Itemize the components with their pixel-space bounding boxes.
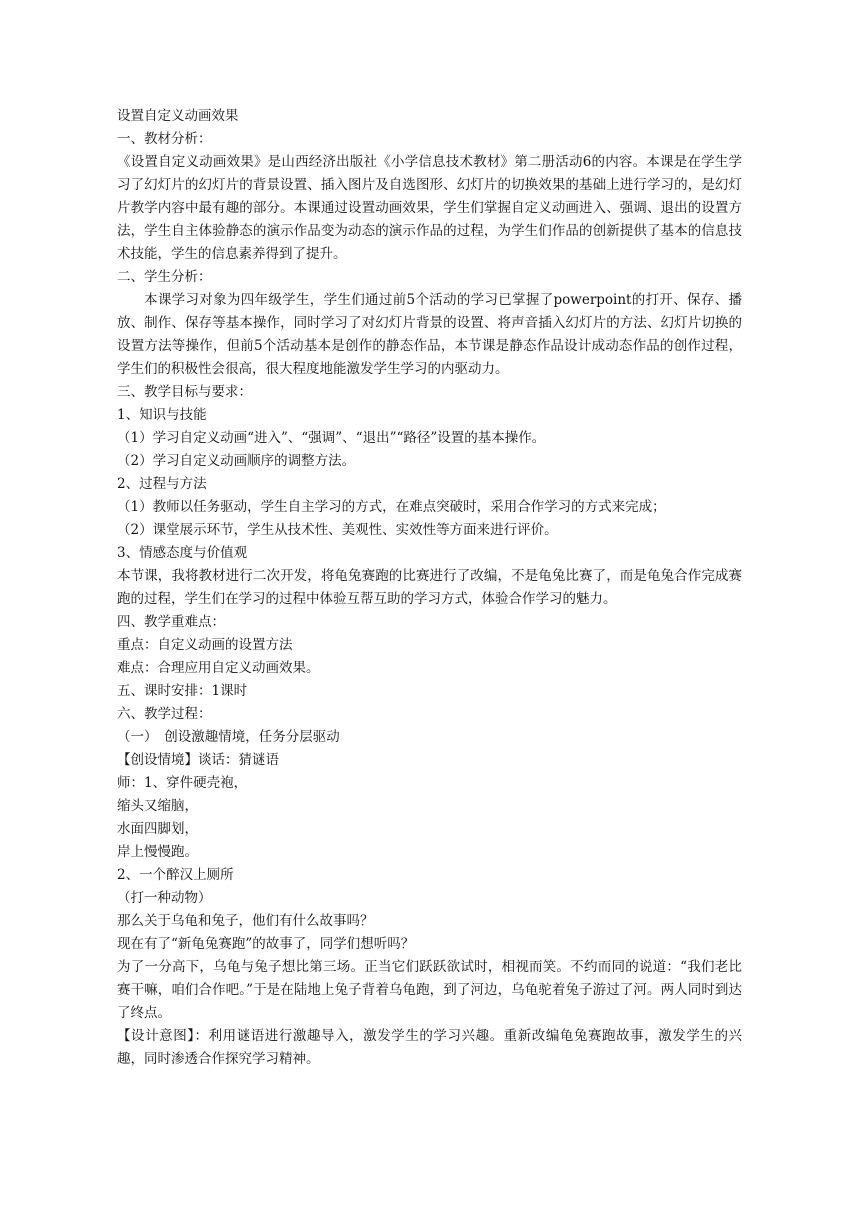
goal-attitude-heading: 3、情感态度与价值观	[117, 545, 248, 561]
goal-knowledge-heading: 1、知识与技能	[117, 407, 207, 423]
scene-label: 【创设情境】谈话：猜谜语	[117, 752, 279, 768]
goal-knowledge-item: （2）学习自定义动画顺序的调整方法。	[117, 453, 356, 469]
document-page	[117, 105, 742, 1071]
question-line: 现在有了“新龟兔赛跑”的故事了，同学们想听吗？	[117, 936, 415, 952]
riddle2-line: 2、一个醉汉上厕所	[117, 867, 234, 883]
key-point-line: 重点：自定义动画的设置方法	[117, 637, 293, 653]
design-intent-paragraph: 【设计意图】：利用谜语进行激趣导入，激发学生的学习兴趣。重新改编龟兔赛跑故事，激发学生的兴趣，同时渗透合作探究学习精神。	[117, 1028, 742, 1067]
section-heading-textbook-analysis: 一、教材分析：	[117, 131, 212, 147]
riddle2-hint: （打一种动物）	[117, 890, 212, 906]
goal-process-item: （1）教师以任务驱动，学生自主学习的方式，在难点突破时，采用合作学习的方式来完成；	[117, 499, 666, 515]
section-heading-student-analysis: 二、学生分析：	[117, 269, 212, 285]
riddle1-line: 缩头又缩脑，	[117, 798, 198, 814]
student-analysis-paragraph: 本课学习对象为四年级学生，学生们通过前5个活动的学习已掌握了powerpoint的打开、保存、播放、制作、保存等基本操作，同时学习了对幻灯片背景的设置、将声音插入幻灯片的方法、幻灯片切换的设置方法等操作，但前5个活动基本是创作的静态作品，本节课是静态作品设计成动态作品的创作过程，学生们的积极性会很高，很大程度地能激发学生学习的内驱动力。	[117, 292, 742, 377]
goal-knowledge-item: （1）学习自定义动画“进入”、“强调”、“退出”“路径”设置的基本操作。	[117, 430, 546, 446]
difficulty-line: 难点：合理应用自定义动画效果。	[117, 660, 320, 676]
goal-process-item: （2）课堂展示环节，学生从技术性、美观性、实效性等方面来进行评价。	[117, 522, 558, 538]
document-title: 设置自定义动画效果	[117, 108, 239, 124]
goal-attitude-paragraph: 本节课，我将教材进行二次开发，将龟兔赛跑的比赛进行了改编，不是龟兔比赛了，而是龟兔合作完成赛跑的过程，学生们在学习的过程中体验互帮互助的学习方式，体验合作学习的魅力。	[117, 568, 742, 607]
riddle1-line: 岸上慢慢跑。	[117, 844, 198, 860]
riddle1-intro: 师：1、穿件硬壳袍，	[117, 775, 248, 791]
riddle1-line: 水面四脚划，	[117, 821, 198, 837]
section-heading-key-points: 四、教学重难点：	[117, 614, 225, 630]
goal-process-heading: 2、过程与方法	[117, 476, 207, 492]
textbook-analysis-paragraph: 《设置自定义动画效果》是山西经济出版社《小学信息技术教材》第二册活动6的内容。本课是在学生学习了幻灯片的幻灯片的背景设置、插入图片及自选图形、幻灯片的切换效果的基础上进行学习的，是幻灯片教学内容中最有趣的部分。本课通过设置动画效果，学生们掌握自定义动画进入、强调、退出的设置方法，学生自主体验静态的演示作品变为动态的演示作品的过程，为学生们作品的创新提供了基本的信息技术技能，学生的信息素养得到了提升。	[117, 154, 742, 262]
question-line: 那么关于乌龟和兔子，他们有什么故事吗？	[117, 913, 374, 929]
section-heading-goals: 三、教学目标与要求：	[117, 384, 252, 400]
story-paragraph: 为了一分高下，乌龟与兔子想比第三场。正当它们跃跃欲试时，相视而笑。不约而同的说道：“我们老比赛干嘛，咱们合作吧。”于是在陆地上兔子背着乌龟跑，到了河边，乌龟驼着兔子游过了河。两人同时到达了终点。	[117, 959, 742, 1021]
process-part1-heading: （一） 创设激趣情境，任务分层驱动	[117, 729, 340, 745]
section-heading-schedule: 五、课时安排：1课时	[117, 683, 248, 699]
section-heading-process: 六、教学过程：	[117, 706, 212, 722]
